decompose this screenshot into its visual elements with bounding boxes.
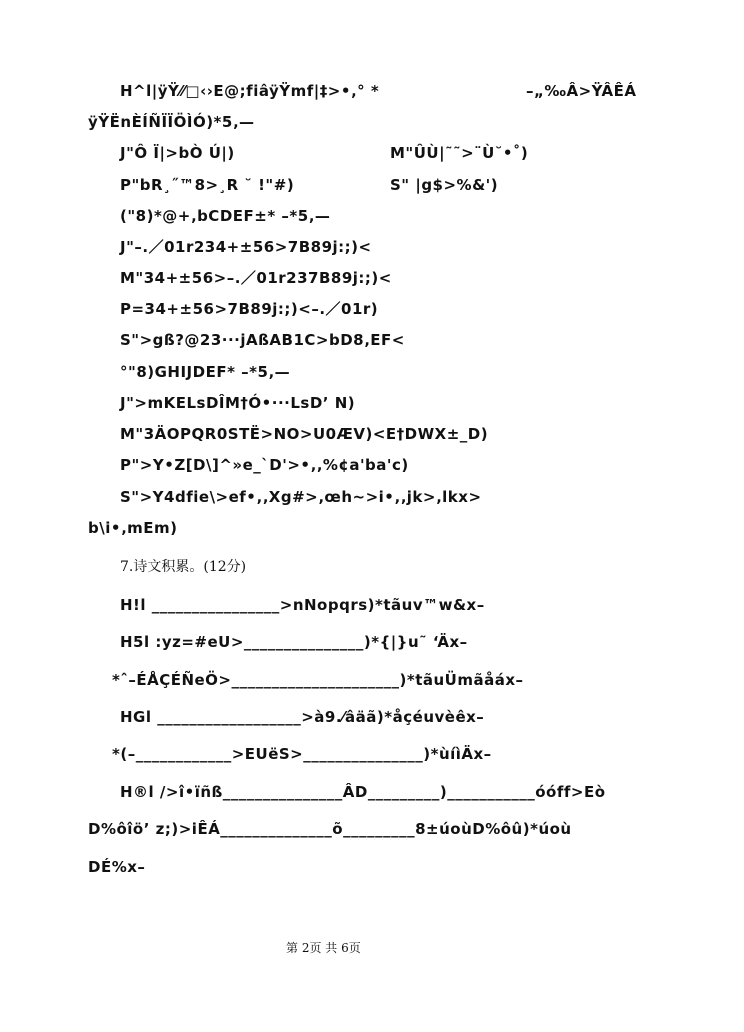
text-line: –„‰Â>ŸÂÊÁ (526, 82, 637, 100)
text-line: P=34+±56>7B89j:;)<–.／01r) (120, 300, 379, 318)
text-line: J"Ô Ï|>bÒ Ú|) (120, 144, 235, 162)
text-line: P"bR¸˝™8>¸R ˘ !"#) (120, 176, 295, 194)
text-line: P">Y•Z[D\]^»e_`D'>•‚‚%¢a'ba'c) (120, 456, 409, 474)
text-line: M"ÛÙ|˜˜>¨Ù˘•˚) (390, 144, 529, 162)
fill-in-line: *(–____________>EUëS>_______________)*ùíìÄx– (112, 745, 492, 763)
text-line: b\i•‚mEm) (88, 519, 178, 537)
text-line: J"–.／01r234+±56>7B89j:;)< (120, 238, 372, 256)
text-line: H^l|ÿŸ⁄⁄□‹›E@;fiâÿŸmf|‡>•‚° * (120, 82, 380, 100)
fill-in-line: H5l :yz=#eU>_______________)*{|}u˜ ‘Äx– (120, 633, 468, 651)
fill-in-line: *ˆ–ÉÅÇÉÑeÖ>_____________________)*tãuÜmãåáx– (112, 671, 524, 689)
text-line: J">mKELsDÎM†Ó•···LsD’ N) (120, 394, 356, 412)
fill-in-line: D%ôîö’ z;)>iÊÁ______________õ_________8±úoùD%ôû)*úoù (88, 820, 572, 838)
page-footer: 第 2页 共 6页 (286, 941, 361, 955)
text-line: °"8)GHIJDEF* –*5‚— (120, 363, 291, 381)
fill-in-line: DÉ%x– (88, 858, 146, 876)
text-line: ÿŸËnÈÍÑÏÏÖÌÓ)*5‚— (88, 113, 255, 131)
text-line: S">Y4dfie\>ef•‚‚Xg#>‚œh~>i•‚‚jk>‚lkx> (120, 488, 482, 506)
fill-in-line: HGl __________________>à9.⁄âäã)*åçéuvèêx– (120, 708, 485, 726)
fill-in-line: H®l />î•ïñß_______________ÂD_________)___________óóff>Eò (120, 783, 606, 801)
fill-in-line: H!l ________________>nNopqrs)*tãuv™w&x– (120, 596, 485, 614)
text-line: M"34+±56>–.／01r237B89j:;)< (120, 269, 392, 287)
text-line: S">gß?@23···jAßAB1C>bD8‚EF< (120, 331, 405, 349)
text-line: S" |g$>%&') (390, 176, 499, 194)
text-line: M"3ÄOPQR0STË>NO>U0ÆV)<E†DWX±_D) (120, 425, 489, 443)
section-title: 7.诗文积累。(12分) (120, 559, 247, 575)
text-line: ("8)*@+‚bCDEF±* –*5‚— (120, 207, 331, 225)
